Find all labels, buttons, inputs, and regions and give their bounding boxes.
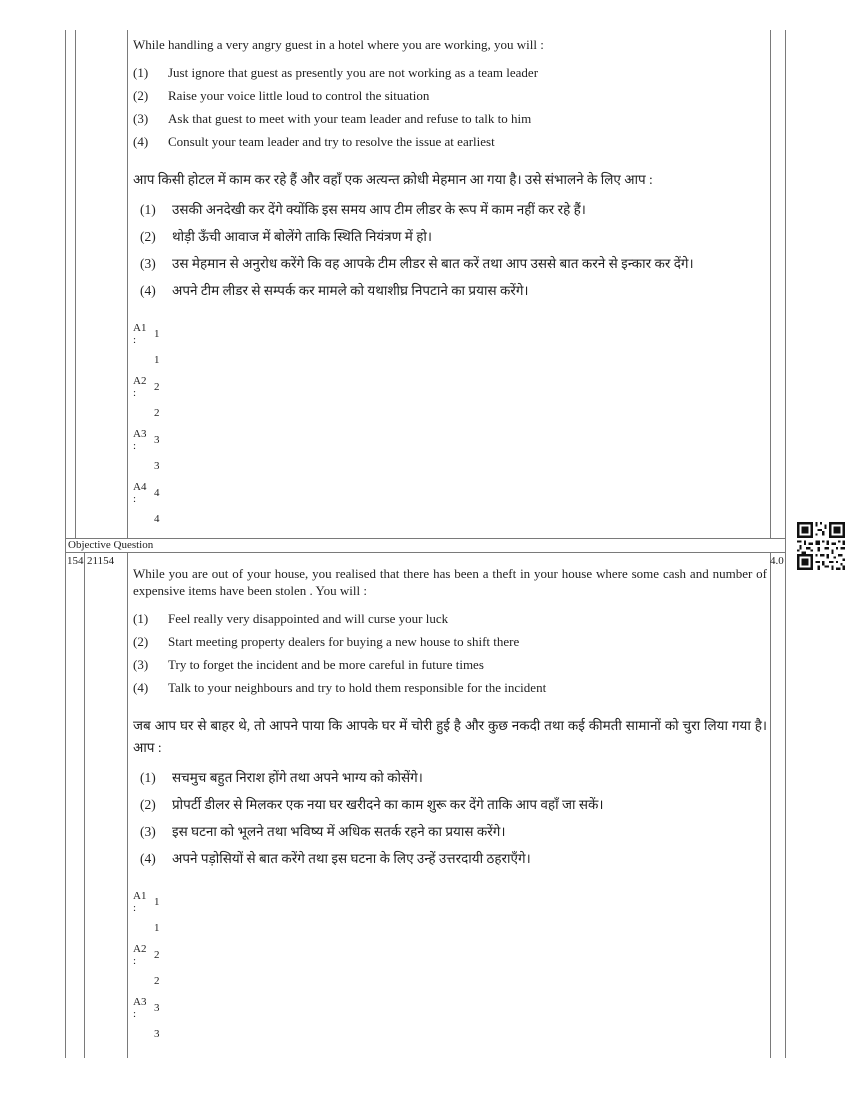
option-number: (1) (140, 202, 156, 217)
option-number: (1) (133, 65, 149, 80)
answer-value-hindi: 2 (154, 975, 160, 987)
option-number: (4) (140, 283, 156, 298)
answer-label-colon: : (133, 493, 137, 505)
answer-option-row (133, 322, 767, 366)
option-text: Just ignore that guest as presently you are not working as a team leader (168, 65, 539, 80)
objective-question-header (68, 539, 768, 552)
option-text: Consult your team leader and try to resolve the issue at earliest (168, 134, 495, 149)
option-row (133, 88, 767, 104)
table-border-number-divider (84, 552, 85, 1058)
question-text-english: While handling a very angry guest in a hotel where you are working, you will : (133, 37, 544, 52)
option-row (133, 680, 767, 696)
option-row (133, 111, 767, 127)
answer-label (133, 428, 154, 472)
answer-values (154, 428, 160, 472)
option-row (133, 634, 767, 650)
hindi-options-list (133, 201, 767, 300)
answer-label-colon: : (133, 1008, 137, 1020)
answer-values (154, 943, 160, 987)
answer-values (154, 890, 160, 934)
option-text: उस मेहमान से अनुरोध करेंगे कि वह आपके टीम लीडर से बात करें तथा आप उससे बात करने से इन्कार कर देंगे। (172, 256, 694, 271)
answer-label (133, 322, 154, 366)
answer-value-english: 3 (154, 434, 160, 446)
option-number: (2) (133, 634, 149, 649)
answer-label-colon: : (133, 334, 137, 346)
answer-key-list (133, 322, 767, 525)
answer-label-colon: : (133, 955, 137, 967)
table-border-content-left-bottom (127, 552, 128, 1058)
english-options-list (133, 65, 767, 150)
option-text: सचमुच बहुत निराश होंगे तथा अपने भाग्य को कोसेंगे। (172, 770, 423, 785)
answer-label-text: A1 (133, 322, 147, 334)
answer-value-english: 1 (154, 328, 160, 340)
answer-value-english: 2 (154, 949, 160, 961)
answer-label-colon: : (133, 902, 137, 914)
option-text: अपने पड़ोसियों से बात करेंगे तथा इस घटना के लिए उन्हें उत्तरदायी ठहराएँगे। (172, 851, 531, 866)
answer-value-hindi: 1 (154, 922, 160, 934)
option-number: (4) (140, 851, 156, 866)
answer-label-text: A2 (133, 375, 147, 387)
answer-values (154, 481, 160, 525)
option-row (140, 796, 767, 814)
option-row (140, 228, 767, 246)
option-row (133, 611, 767, 627)
answer-option-row (133, 375, 767, 419)
answer-value-hindi: 3 (154, 1028, 160, 1040)
answer-label-colon: : (133, 387, 137, 399)
answer-value-hindi: 3 (154, 460, 160, 472)
option-row (140, 282, 767, 300)
table-border-right-inner-top (770, 30, 771, 538)
answer-label (133, 481, 154, 525)
answer-value-english: 3 (154, 1002, 160, 1014)
option-text: अपने टीम लीडर से सम्पर्क कर मामले को यथाशीघ्र निपटाने का प्रयास करेंगे। (172, 283, 529, 298)
answer-label-text: A3 (133, 996, 147, 1008)
qr-code-icon (797, 522, 845, 570)
answer-value-english: 1 (154, 896, 160, 908)
table-border-right-inner-bottom (770, 552, 771, 1058)
answer-option-row (133, 481, 767, 525)
answer-value-hindi: 4 (154, 513, 160, 525)
question-id-cell: 21154 (87, 555, 115, 567)
option-text: Feel really very disappointed and will curse your luck (168, 611, 449, 626)
answer-value-hindi: 1 (154, 354, 160, 366)
option-text: Ask that guest to meet with your team leader and refuse to talk to him (168, 111, 532, 126)
answer-option-row (133, 428, 767, 472)
english-options-list (133, 611, 767, 696)
answer-option-row (133, 996, 767, 1040)
answer-values (154, 996, 160, 1040)
question-number-cell: 154 (67, 555, 84, 567)
option-row (140, 823, 767, 841)
question-block-2 (133, 565, 767, 1049)
answer-key-list (133, 890, 767, 1040)
answer-label-text: A3 (133, 428, 147, 440)
option-text: इस घटना को भूलने तथा भविष्य में अधिक सतर्क रहने का प्रयास करेंगे। (172, 824, 506, 839)
option-number: (3) (133, 657, 149, 672)
answer-values (154, 322, 160, 366)
option-text: Raise your voice little loud to control the situation (168, 88, 430, 103)
table-border-left-outer (65, 30, 66, 1058)
answer-option-row (133, 943, 767, 987)
option-number: (4) (133, 134, 149, 149)
option-text: उसकी अनदेखी कर देंगे क्योंकि इस समय आप टीम लीडर के रूप में काम नहीं कर रहे हैं। (172, 202, 586, 217)
answer-label (133, 943, 154, 987)
answer-value-hindi: 2 (154, 407, 160, 419)
option-row (140, 255, 767, 273)
table-border-header-bottom (65, 552, 785, 553)
option-number: (2) (140, 229, 156, 244)
question-marks-cell: 4.0 (770, 555, 784, 567)
option-text: Talk to your neighbours and try to hold them responsible for the incident (168, 680, 547, 695)
option-row (133, 657, 767, 673)
answer-label (133, 375, 154, 419)
answer-label (133, 996, 154, 1040)
option-number: (1) (140, 770, 156, 785)
answer-values (154, 375, 160, 419)
answer-label-text: A2 (133, 943, 147, 955)
option-number: (4) (133, 680, 149, 695)
option-row (133, 65, 767, 81)
hindi-options-list (133, 769, 767, 868)
table-border-left-inner-top (75, 30, 76, 538)
question-text-hindi: जब आप घर से बाहर थे, तो आपने पाया कि आपके घर में चोरी हुई है और कुछ नकदी तथा कई कीमती सामानों को चुरा लिया गया है। आप : (133, 718, 767, 755)
option-number: (3) (133, 111, 149, 126)
option-text: Try to forget the incident and be more careful in future times (168, 657, 484, 672)
option-text: थोड़ी ऊँची आवाज में बोलेंगे ताकि स्थिति नियंत्रण में हो। (172, 229, 432, 244)
answer-option-row (133, 890, 767, 934)
table-border-content-left-top (127, 30, 128, 538)
option-number: (1) (133, 611, 149, 626)
question-text-hindi: आप किसी होटल में काम कर रहे हैं और वहाँ एक अत्यन्त क्रोधी मेहमान आ गया है। उसे संभालने के लिए आप : (133, 172, 653, 187)
objective-question-label: Objective Question (68, 539, 154, 551)
table-border-right-outer (785, 30, 786, 1058)
answer-label-text: A1 (133, 890, 147, 902)
answer-value-english: 4 (154, 487, 160, 499)
option-row (140, 201, 767, 219)
answer-label (133, 890, 154, 934)
answer-label-text: A4 (133, 481, 147, 493)
question-block-1 (133, 36, 767, 534)
question-text-english: While you are out of your house, you realised that there has been a theft in your house where some cash and number of expensive items have been stolen . You will : (133, 566, 767, 598)
option-row (133, 134, 767, 150)
option-number: (2) (140, 797, 156, 812)
option-number: (3) (140, 824, 156, 839)
answer-value-english: 2 (154, 381, 160, 393)
option-text: प्रोपर्टी डीलर से मिलकर एक नया घर खरीदने का काम शुरू कर देंगे ताकि आप वहाँ जा सकें। (172, 797, 604, 812)
option-row (140, 769, 767, 787)
option-text: Start meeting property dealers for buying a new house to shift there (168, 634, 520, 649)
answer-label-colon: : (133, 440, 137, 452)
option-number: (3) (140, 256, 156, 271)
option-number: (2) (133, 88, 149, 103)
option-row (140, 850, 767, 868)
